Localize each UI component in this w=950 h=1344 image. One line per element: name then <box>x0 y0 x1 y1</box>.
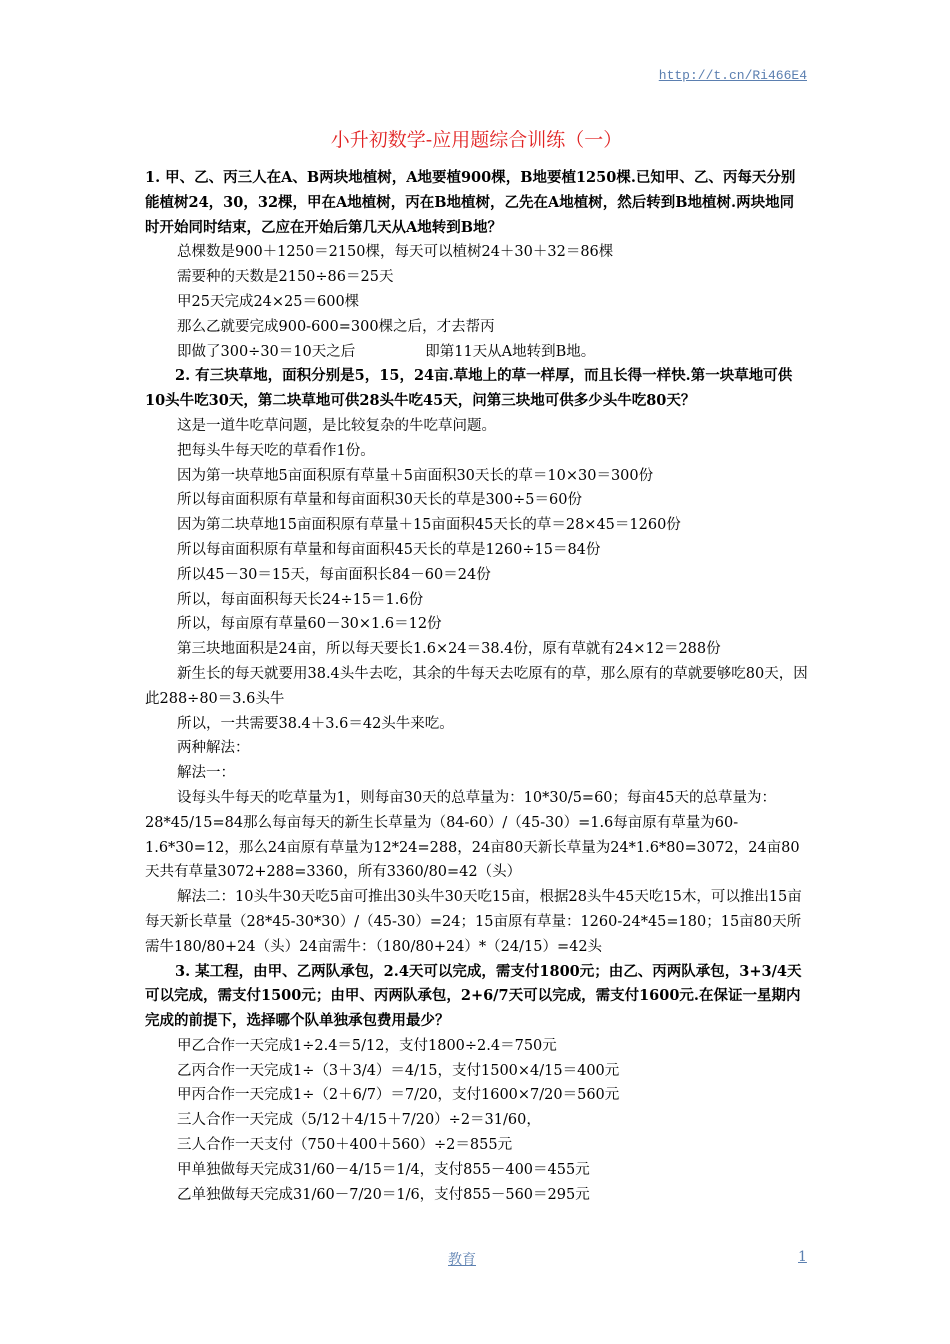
answer-line: 所以，每亩面积每天长24÷15＝1.6份 <box>177 591 424 608</box>
answer-part: 即做了300÷30＝10天之后 <box>177 343 356 360</box>
answer-line <box>145 340 808 365</box>
answer-line: 甲乙合作一天完成1÷2.4＝5/12，支付1800÷2.4＝750元 <box>177 1037 557 1054</box>
answer-line: 乙单独做每天完成31/60－7/20＝1/6，支付855－560＝295元 <box>177 1186 590 1203</box>
answer-line: 解法二：10头牛30天吃5亩可推出30头牛30天吃15亩，根据28头牛45天吃15木，可以推出15亩每天新长草量（28*45-30*30）/（45-30）=24；15亩原有草量：1260-24*45=180；15亩80天所需牛180/80+24（头）24亩需牛：（180/80+24）*（24/15）=42头 <box>145 889 802 955</box>
answer-line: 新生长的每天就要用38.4头牛去吃，其余的牛每天去吃原有的草，那么原有的草就要够吃80天，因此288÷80＝3.6头牛 <box>145 665 808 707</box>
answer-line: 那么乙就要完成900-600=300棵之后，才去帮丙 <box>177 318 495 335</box>
answer-line: 总棵数是900＋1250＝2150棵，每天可以植树24＋30＋32＝86棵 <box>177 244 614 261</box>
page-number: 1 <box>798 1249 807 1265</box>
answer-line: 第三块地面积是24亩，所以每天要长1.6×24＝38.4份，原有草就有24×12＝288份 <box>177 641 721 658</box>
answer-line: 三人合作一天完成（5/12＋4/15＋7/20）÷2＝31/60， <box>177 1112 541 1129</box>
answer-line: 甲25天完成24×25＝600棵 <box>177 293 360 310</box>
answer-line: 所以，每亩原有草量60－30×1.6＝12份 <box>177 616 442 633</box>
answer-line: 因为第二块草地15亩面积原有草量＋15亩面积45天长的草＝28×45＝1260份 <box>177 517 681 534</box>
answer-line: 三人合作一天支付（750＋400＋560）÷2＝855元 <box>177 1137 513 1154</box>
answer-line: 解法一： <box>177 765 235 782</box>
answer-line: 因为第一块草地5亩面积原有草量＋5亩面积30天长的草＝10×30＝300份 <box>177 467 654 484</box>
answer-line: 甲丙合作一天完成1÷（2＋6/7）＝7/20，支付1600×7/20＝560元 <box>177 1087 620 1104</box>
answer-line: 两种解法： <box>177 740 250 757</box>
page-title: 小升初数学-应用题综合训练（一） <box>330 129 623 151</box>
header-link[interactable]: http://t.cn/Ri466E4 <box>658 68 807 83</box>
answer-line: 把每头牛每天吃的草看作1份。 <box>177 442 375 459</box>
footer-link[interactable]: 教育 <box>448 1252 476 1268</box>
question-2: 2. 有三块草地，面积分别是5，15，24亩.草地上的草一样厚，而且长得一样快.第一块草地可供10头牛吃30天，第二块草地可供28头牛吃45天，问第三块地可供多少头牛吃80天？ <box>145 367 793 410</box>
answer-line: 所以，一共需要38.4＋3.6＝42头牛来吃。 <box>177 715 454 732</box>
answer-line: 需要种的天数是2150÷86＝25天 <box>177 269 394 286</box>
document-body <box>145 126 808 1207</box>
answer-line: 所以每亩面积原有草量和每亩面积30天长的草是300÷5＝60份 <box>177 492 582 509</box>
answer-line: 乙丙合作一天完成1÷（3＋3/4）＝4/15，支付1500×4/15＝400元 <box>177 1062 620 1079</box>
answer-line: 所以每亩面积原有草量和每亩面积45天长的草是1260÷15＝84份 <box>177 541 601 558</box>
answer-line: 甲单独做每天完成31/60－4/15＝1/4，支付855－400＝455元 <box>177 1161 590 1178</box>
question-1: 1. 甲、乙、丙三人在A、B两块地植树，A地要植900棵，B地要植1250棵.已知甲、乙、丙每天分别能植树24，30，32棵，甲在A地植树，丙在B地植树，乙先在A地植树，然后转到B地植树.两块地同时开始同时结束，乙应在开始后第几天从A地转到B地？ <box>145 169 796 236</box>
answer-line: 设每头牛每天的吃草量为1，则每亩30天的总草量为：10*30/5=60；每亩45天的总草量为：28*45/15=84那么每亩每天的新生长草量为（84-60）/（45-30）=1.6每亩原有草量为60-1.6*30=12，那么24亩原有草量为12*24=288，24亩80天新长草量为24*1.6*80=3072，24亩80天共有草量3072+288=3360，所有3360/80=42（头） <box>145 789 800 881</box>
answer-part: 即第11天从A地转到B地。 <box>425 343 596 360</box>
answer-line: 所以45－30＝15天，每亩面积长84－60＝24份 <box>177 566 491 583</box>
answer-line: 这是一道牛吃草问题，是比较复杂的牛吃草问题。 <box>177 417 496 434</box>
question-3: 3. 某工程，由甲、乙两队承包，2.4天可以完成，需支付1800元；由乙、丙两队承包，3+3/4天可以完成，需支付1500元；由甲、丙两队承包，2+6/7天可以完成，需支付1600元.在保证一星期内完成的前提下，选择哪个队单独承包费用最少？ <box>145 962 802 1030</box>
